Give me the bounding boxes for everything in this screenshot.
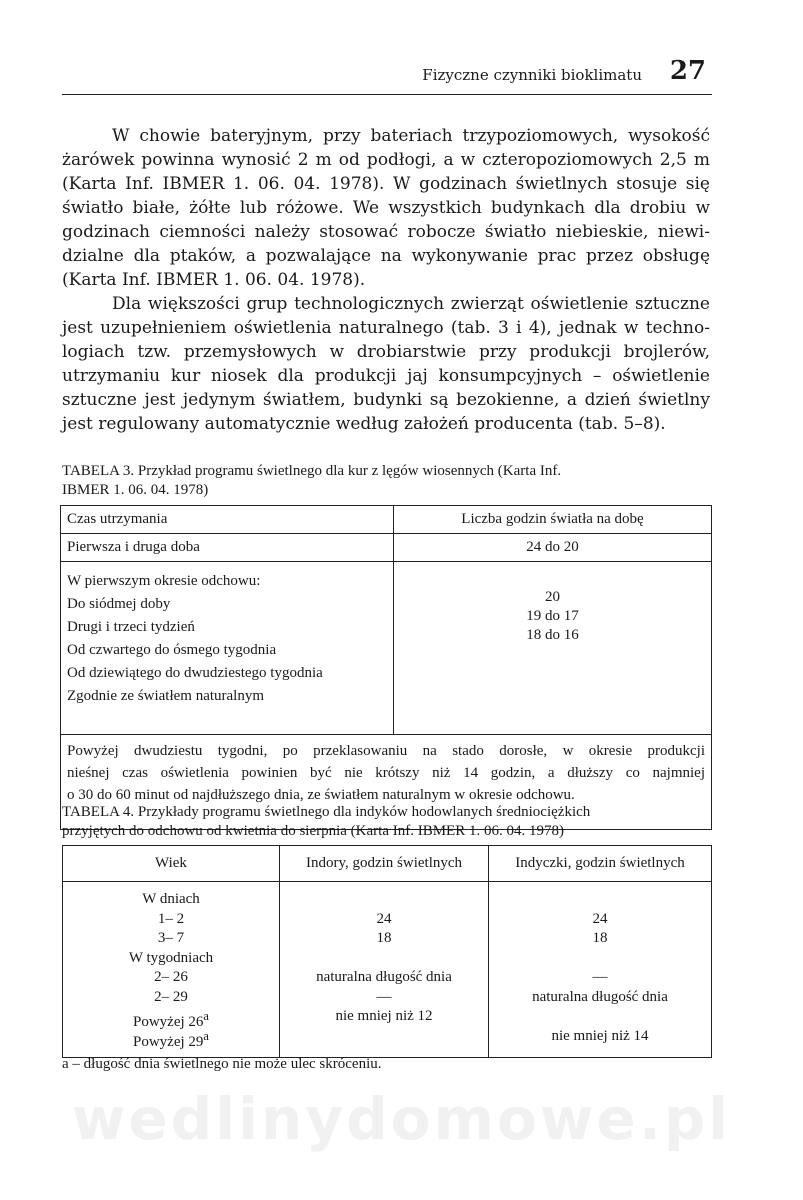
watermark: wedlinydomowe.pl — [71, 1085, 732, 1153]
text-line: światło białe, żółte lub różowe. We wszystkich budynkach dla drobiu w — [62, 198, 710, 218]
cell-line: 19 do 17 — [526, 608, 579, 624]
table-cell — [61, 562, 394, 735]
cell-line: 18 — [376, 930, 392, 946]
cell-line: W pierwszym okresie odchowu: — [67, 573, 261, 589]
cell-line: Zgodnie ze światłem naturalnym — [67, 688, 265, 704]
paragraph-battery-lighting — [62, 124, 710, 292]
cell-line: Od dziewiątego do dwudziestego tygodnia — [67, 665, 323, 681]
footnote-marker: a — [203, 1009, 209, 1023]
column-header-liczba-godzin: Liczba godzin światła na dobę — [394, 506, 712, 534]
cell-line: 2– 26 — [154, 969, 188, 985]
cell-line: 18 do 16 — [526, 627, 579, 643]
column-header-czas: Czas utrzymania — [61, 506, 394, 534]
text-line: Dla większości grup technologicznych zwierząt oświetlenie sztuczne — [112, 294, 710, 314]
cell-line — [280, 890, 488, 910]
cell-line — [63, 1007, 279, 1030]
text-line: jest regulowany automatycznie według założeń producenta (tab. 5–8). — [62, 414, 666, 434]
text-line: (Karta Inf. IBMER 1. 06. 04. 1978). W godzinach świetlnych stosuje się — [62, 174, 710, 194]
table-row — [61, 562, 712, 735]
table-cell-indory — [280, 882, 489, 1058]
running-title: Fizyczne czynniki bioklimatu — [422, 66, 642, 84]
table-cell-indyczki — [489, 882, 712, 1058]
table-header-row — [63, 846, 712, 882]
table-cell-wiek — [63, 882, 280, 1058]
cell-line — [280, 949, 488, 969]
column-header-indory: Indory, godzin świetlnych — [280, 846, 489, 882]
cell-line: — — [592, 969, 608, 985]
text-line: logiach tzw. przemysłowych w drobiarstwie przy produkcji brojlerów, — [62, 342, 710, 362]
caption-line: IBMER 1. 06. 04. 1978) — [62, 482, 209, 498]
page-header — [62, 58, 712, 95]
cell-line: 24 — [592, 910, 608, 927]
table4 — [62, 845, 712, 1058]
note-line: nieśnej czas oświetlenia powinien być nie krótszy niż 14 godzin, a dłuższy co najmniej — [67, 765, 705, 781]
text-line: (Karta Inf. IBMER 1. 06. 04. 1978). — [62, 270, 366, 290]
page-number: 27 — [669, 56, 706, 86]
text-line: żarówek powinna wynosić 2 m od podłogi, a w czteropoziomowych 2,5 m — [62, 150, 710, 170]
caption-line: TABELA 3. Przykład programu świetlnego dla kur z lęgów wiosennych (Karta Inf. — [62, 463, 562, 479]
cell-line — [63, 1027, 279, 1050]
table-cell: Pierwsza i druga doba — [61, 534, 394, 562]
cell-line: 18 — [592, 930, 608, 946]
text-line: godzinach ciemności należy stosować robocze światło niebieskie, niewi- — [62, 222, 710, 242]
table3-caption — [62, 462, 712, 500]
cell-line: 20 — [545, 589, 560, 605]
cell-line: 24 — [376, 910, 392, 927]
text-line: W chowie bateryjnym, przy bateriach trzypoziomowych, wysokość — [112, 126, 710, 146]
table-body-row — [63, 882, 712, 1058]
cell-line: naturalna długość dnia — [316, 969, 452, 985]
text-line: jest uzupełnieniem oświetlenia naturalnego (tab. 3 i 4), jednak w techno- — [62, 318, 710, 338]
caption-line: przyjętych do odchowu od kwietnia do sierpnia (Karta Inf. IBMER 1. 06. 04. 1978) — [62, 823, 564, 839]
cell-line: nie mniej niż 14 — [551, 1027, 649, 1044]
cell-line — [489, 1007, 711, 1027]
cell-line: — — [376, 988, 392, 1005]
footnote-marker: a — [203, 1028, 209, 1043]
cell-line: Do siódmej doby — [67, 596, 171, 612]
cell-line: Drugi i trzeci tydzień — [67, 619, 195, 635]
cell-line: 1– 2 — [157, 910, 185, 927]
cell-line: W dniach — [142, 891, 200, 907]
table-cell: 24 do 20 — [394, 534, 712, 562]
paragraph-artificial-lighting — [62, 292, 710, 436]
text-line: utrzymaniu kur niosek dla produkcji jaj konsumpcyjnych – oświetlenie — [62, 366, 710, 386]
text-line: dzialne dla ptaków, a pozwalające na wykonywanie prac przez obsługę — [62, 246, 710, 266]
cell-line — [280, 1027, 488, 1047]
table4-caption — [62, 803, 712, 841]
table3 — [60, 505, 712, 830]
table-cell — [394, 562, 712, 735]
note-line: Powyżej dwudziestu tygodni, po przeklasowaniu na stado dorosłe, w okresie produkcji — [67, 743, 705, 759]
caption-line: TABELA 4. Przykłady programu świetlnego dla indyków hodowlanych średniociężkich — [62, 804, 591, 820]
note-line: o 30 do 60 minut od najdłuższego dnia, ze światłem naturalnym w okresie odchowu. — [67, 787, 575, 803]
text-line: sztuczne jest jedynym światłem, budynki są bezokienne, a dzień świetlny — [62, 390, 710, 410]
cell-line: nie mniej niż 12 — [335, 1008, 433, 1024]
cell-line: naturalna długość dnia — [532, 988, 668, 1005]
cell-line: 3– 7 — [157, 930, 185, 946]
cell-line: Od czwartego do ósmego tygodnia — [67, 642, 277, 658]
cell-line: W tygodniach — [128, 949, 214, 966]
cell-line — [489, 949, 711, 969]
cell-text: Powyżej 29 — [133, 1033, 204, 1050]
column-header-wiek: Wiek — [63, 846, 280, 882]
cell-line: 2– 29 — [154, 988, 188, 1005]
column-header-indyczki: Indyczki, godzin świetlnych — [489, 846, 712, 882]
table-row — [61, 534, 712, 562]
footnote: a – długość dnia świetlnego nie może ulec skróceniu. — [62, 1056, 382, 1072]
cell-line — [489, 890, 711, 910]
table-header-row — [61, 506, 712, 534]
cell-text: Powyżej 26 — [133, 1014, 204, 1030]
